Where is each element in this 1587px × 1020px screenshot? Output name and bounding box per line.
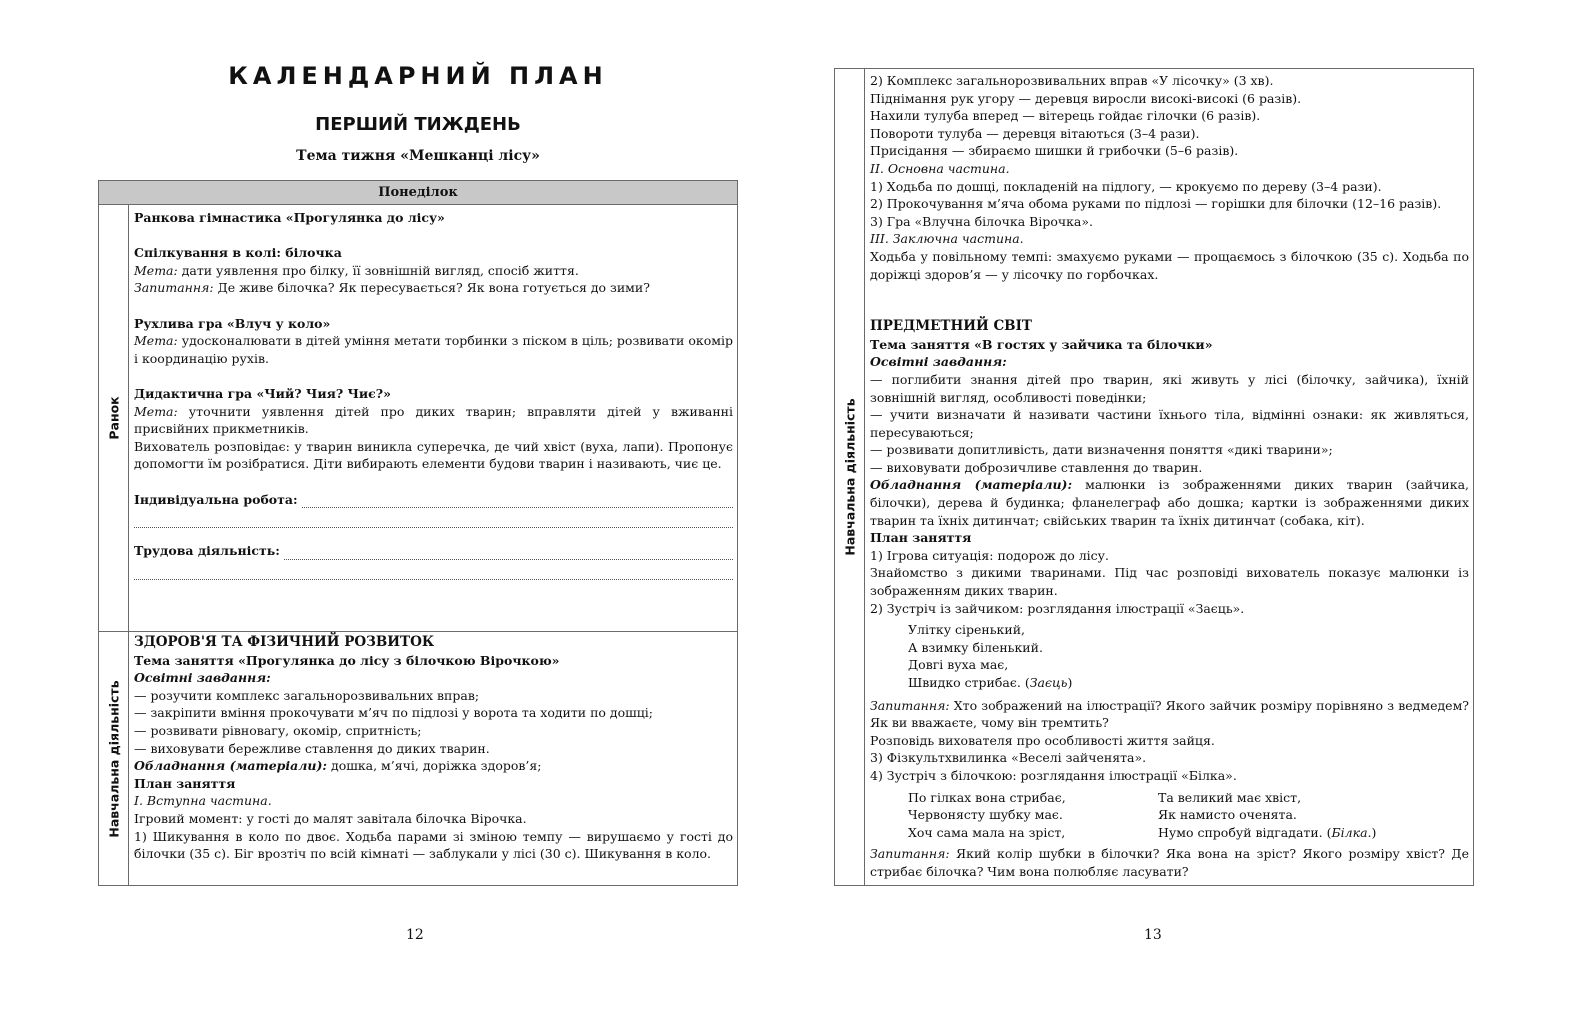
didactic-title: Дидактична гра «Чий? Чия? Чиє?» [134,385,391,401]
poem-answer: Білка [1331,824,1368,840]
task-item: — розвивати рівновагу, окомір, спритність; [134,722,422,738]
poem-line: Червоняcту шубку має. [908,807,1063,823]
poem-line: Довгі вуха має, [908,657,1009,673]
side-label-morning: Ранок [106,396,121,440]
dotted-line [134,514,733,528]
story-line: Розповідь вихователя про особливості життя зайця. [870,732,1215,748]
plan-table-left [98,180,738,886]
learning-cell [870,72,1469,881]
final-text: Ходьба у повільному темпі: змахуємо руками — прощаємось з білочкою (35 с). Ходьба по доріжці здоров’я — у лісочку по горбочках. [870,248,1469,282]
task-item: — закріпити вміння прокочувати м’яч по підлозі у ворота та ходити по дошці; [134,705,654,721]
exercise-line: 3) Гра «Влучна білочка Вірочка». [870,213,1094,229]
page-title: КАЛЕНДАРНИЙ ПЛАН [228,62,608,90]
part-label: III. Заключна частина. [870,231,1024,247]
side-label-learning: Навчальна діяльність [842,398,857,556]
page-number: 12 [406,927,424,943]
week-title: ПЕРШИЙ ТИЖДЕНЬ [315,114,521,135]
lesson-topic: Тема заняття «Прогулянка до лісу з білочкою Вірочкою» [134,652,560,668]
tasks-label: Освітні завдання: [870,354,1007,370]
week-theme: Тема тижня «Мешканці лісу» [296,148,540,164]
side-cell-morning [99,205,129,631]
poem-column-left [908,789,1158,842]
exercise-line: Повороти тулуба — деревця вітаються (3–4 рази). [870,125,1200,141]
task-item: — виховувати доброзичливе ставлення до тварин. [870,459,1203,475]
plan-table-right [834,68,1474,886]
equipment: Обладнання (матеріали): малюнки із зображеннями диких тварин (зайчика, білочки), дерева й будинка; фланелеграф або дошка; картки із зображеннями диких тварин та їхніх дитинчат; свійських тварин та їхніх дитинчат (собака, кіт). [870,477,1469,528]
step-title: 3) Фізкультхвилинка «Веселі зайченята». [870,750,1147,766]
poem-line: По гілках вона стрибає, [908,789,1066,805]
circle-goal: Мета: дати уявлення про білку, її зовнішній вигляд, спосіб життя. [134,262,579,278]
game-goal: Мета: удосконалювати в дітей уміння метати торбинки з піском в ціль; розвивати окомір і координацію рухів. [134,333,733,366]
exercise-line: Присідання — збираємо шишки й грибочки (5–6 разів). [870,143,1239,159]
plan-label: План заняття [870,530,972,546]
side-label-learning: Навчальна діяльність [106,679,121,838]
exercise-line: 2) Комплекс загальнорозвивальних вправ «У лісочку» (3 хв). [870,73,1274,88]
page-number: 13 [1144,927,1162,943]
morning-cell [134,209,733,584]
task-item: — учити визначати й називати частини їхнього тіла, відмінні ознаки: як живляться, пересуваються; [870,407,1469,440]
poem-line: А взимку біленький. [908,639,1043,655]
didactic-goal: Мета: уточнити уявлення дітей про диких тварин; вправляти дітей у вживанні присвійних прикметників. [134,403,733,437]
questions: Запитання: Хто зображений на ілюстрації? Якого зайчик розміру порівняно з ведмедем? Як ви вважаєте, чому він тремтить? [870,697,1469,731]
questions: Запитання: Який колір шубки в білочки? Яка вона на зріст? Якого розміру хвіст? Де стрибає білочка? Чим вона полюбляє ласувати? [870,846,1469,879]
poem-column-right [1158,789,1408,842]
step-text: Знайомство з дикими тваринами. Під час розповіді вихователь показує малюнки із зображенням диких тварин. [870,565,1469,599]
labor-line [134,542,733,560]
step-text: 1) Шикування в коло по двоє. Ходьба парами зі зміною темпу — вирушаємо у гості до білочки (35 с). Біг врозтіч по всій кімнаті — заблукали у лісі (30 с). Шикування в коло. [134,828,733,862]
game-moment: Ігровий момент: у гості до малят завітала білочка Вірочка. [134,810,527,826]
section-heading: ПРЕДМЕТНИЙ СВІТ [870,318,1032,335]
side-cell-learning [99,632,129,885]
labor-label: Трудова діяльність: [134,543,280,559]
dotted-line [134,566,733,580]
exercise-line: Піднімання рук угору — деревця виросли високі-високі (6 разів). [870,90,1302,106]
task-item: — поглибити знання дітей про тварин, які живуть у лісі (білочку, зайчика), їхній зовнішній вигляд, особливості поведінки; [870,371,1469,405]
poem-line: Як намисто оченята. [1158,807,1297,823]
exercise-line: Нахили тулуба вперед — вітерець гойдає гілочки (6 разів). [870,108,1261,124]
learning-cell [134,634,733,863]
equipment: Обладнання (матеріали): дошка, м’ячі, доріжка здоров’я; [134,758,542,774]
step-title: 2) Зустріч із зайчиком: розглядання ілюстрації «Заєць». [870,600,1245,616]
gymnastics-title: Ранкова гімнастика «Прогулянка до лісу» [134,210,445,225]
right-page [794,0,1587,1020]
task-item: — розучити комплекс загальнорозвивальних вправ; [134,687,480,703]
poem-line: Хоч сама мала на зріст, [908,824,1066,840]
step-title: 1) Ігрова ситуація: подорож до лісу. [870,547,1109,563]
exercise-line: 1) Ходьба по дошці, покладеній на підлогу, — крокуємо по дереву (3–4 рази). [870,178,1382,194]
section-heading: ЗДОРОВ'Я ТА ФІЗИЧНИЙ РОЗВИТОК [134,634,435,650]
poem-line: Та великий має хвіст, [1158,789,1302,805]
individual-work-label: Індивідуальна робота: [134,491,298,507]
poem-line: Швидко стрибає. (Заєць) [908,675,1073,690]
part-label: I. Вступна частина. [134,793,272,809]
poem-hare [870,621,1469,691]
task-item: — розвивати допитливість, дати визначення поняття «дикі тварини»; [870,442,1333,458]
game-title: Рухлива гра «Влуч у коло» [134,315,331,331]
side-cell-learning [835,69,865,885]
poem-line: Улітку сіренький, [908,622,1026,638]
part-label: II. Основна частина. [870,160,1010,176]
poem-line: Нумо спробуй відгадати. (Білка.) [1158,824,1377,840]
row-divider [99,631,737,632]
circle-title: Спілкування в колі: білочка [134,245,342,261]
step-title: 4) Зустріч з білочкою: розглядання ілюстрації «Білка». [870,767,1237,783]
lesson-topic: Тема заняття «В гостях у зайчика та білочки» [870,336,1213,352]
individual-work-line [134,491,733,509]
task-item: — виховувати бережливе ставлення до диких тварин. [134,740,490,756]
poem-squirrel [870,789,1469,842]
circle-questions: Запитання: Де живе білочка? Як пересувається? Як вона готується до зими? [134,280,650,296]
tasks-label: Освітні завдання: [134,670,271,686]
poem-answer: Заєць [1029,675,1068,690]
didactic-text: Вихователь розповідає: у тварин виникла суперечка, де чий хвіст (вуха, лапи). Пропонує допомогти їм розібратися. Діти вибирають елементи будови тварин і називають, чиє це. [134,438,733,472]
plan-label: План заняття [134,775,236,791]
exercise-line: 2) Прокочування м’яча обома руками по підлозі — горішки для білочки (12–16 разів). [870,196,1442,212]
day-header: Понеділок [99,181,737,205]
